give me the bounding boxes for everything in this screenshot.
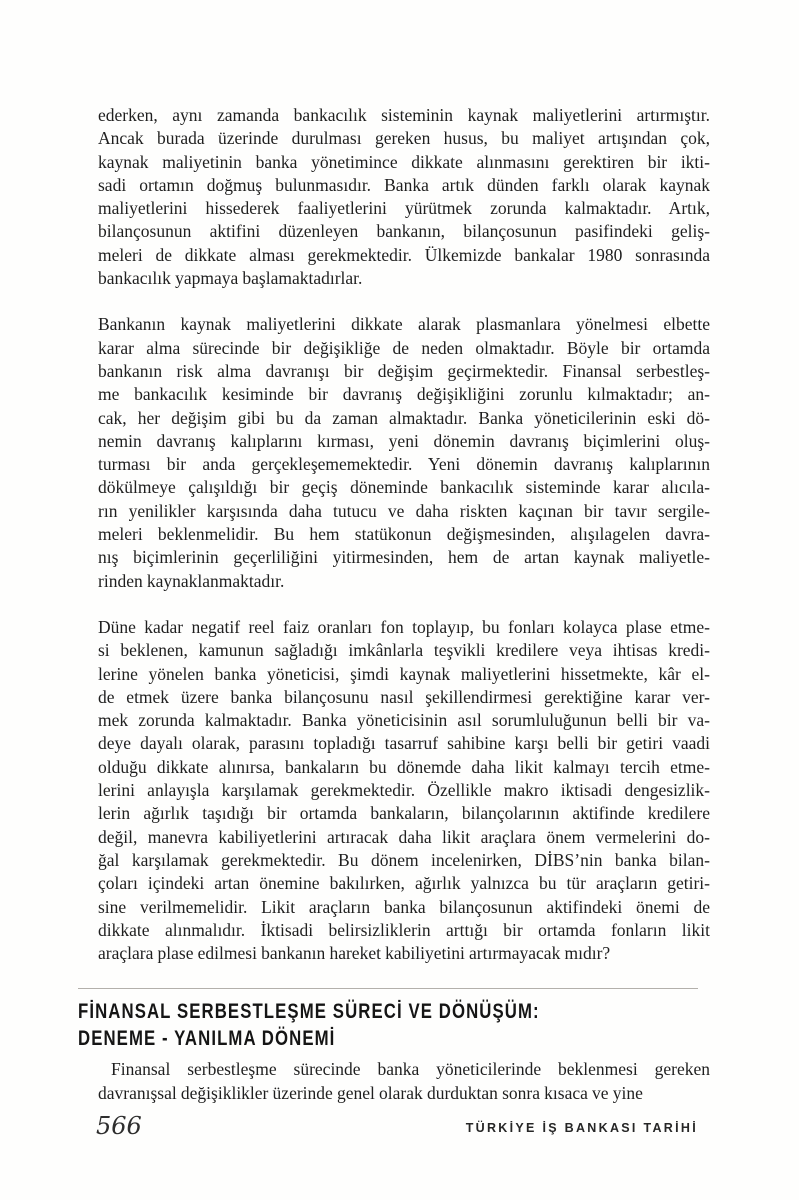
text-line: si beklenen, kamunun sağladığı imkânlarla teşvikli kredilere veya ihtisas kredi-: [98, 640, 710, 661]
text-line: rın yenilikler karşısında daha tutucu ve daha riskten kaçınan bir tavır sergile-: [98, 500, 710, 521]
text-line: mek zorunda kalmaktadır. Banka yöneticisinin asıl sorumluluğunun belli bir va-: [98, 710, 710, 731]
text-line: maliyetlerini hissederek faaliyetlerini yürütmek zorunda kalmaktadır. Artık,: [98, 198, 710, 219]
text-line: deye dayalı olarak, parasını topladığı tasarruf sahibine karşı belli bir getiri vaadi: [98, 733, 710, 754]
paragraph-3: [98, 616, 710, 965]
text-line: bilançosunun aktifini düzenleyen bankanın, bilançosunun pasifindeki geliş-: [98, 221, 710, 242]
text-line: sadi ortamın doğmuş bulunmasıdır. Banka artık dünden farklı olarak kaynak: [98, 174, 710, 195]
text-line: karar alma sürecinde bir değişikliğe de neden olmaktadır. Böyle bir ortamda: [98, 337, 710, 358]
text-line: cak, her değişim gibi bu da zaman almaktadır. Banka yöneticilerinin eski dö-: [98, 407, 710, 428]
text-line: ederken, aynı zamanda bankacılık sisteminin kaynak maliyetlerini artırmıştır.: [98, 105, 710, 125]
section-divider-rule: [78, 988, 698, 989]
text-line: ğal karşılamak gerekmektedir. Bu dönem incelenirken, DİBS’nin banka bilan-: [98, 849, 710, 870]
text-line: araçlara plase edilmesi bankanın hareket kabiliyetini artırmayacak mıdır?: [98, 943, 611, 964]
section-heading-line-2: DENEME - YANILMA DÖNEMİ: [78, 1026, 336, 1051]
text-line: meleri beklenmelidir. Bu hem statükonun değişmesinden, alışılagelen davra-: [98, 524, 710, 545]
text-line: değil, manevra kabiliyetlerini artıracak daha likit araçlara önem vermelerini do-: [98, 826, 710, 847]
text-line: bankanın risk alma davranışı bir değişim geçirmektedir. Finansal serbestleş-: [98, 360, 710, 381]
text-line: Düne kadar negatif reel faiz oranları fon toplayıp, bu fonları kolayca plase etme-: [98, 616, 710, 637]
text-line: dikkate alınmalıdır. İktisadi belirsizliklerin arttığı bir ortamda fonların likit: [98, 919, 710, 940]
section-paragraph: [98, 1058, 710, 1105]
body-text: [78, 104, 710, 1105]
text-line: bankacılık yapmaya başlamaktadırlar.: [98, 268, 363, 289]
text-line: kaynak maliyetinin banka yönetimince dikkate alınmasını gerektiren bir ikti-: [98, 151, 710, 172]
text-line: turması bir anda gerçekleşememektedir. Yeni dönemin davranış kalıplarının: [98, 454, 710, 475]
text-line: me bankacılık kesiminde bir davranış değişikliğini zorunlu kılmaktadır; an-: [98, 384, 710, 405]
section-heading: [78, 998, 710, 1052]
text-line: dökülmeye çalışıldığı bir geçiş döneminde bankacılık sisteminde karar alıcıla-: [98, 477, 710, 498]
text-line: nemin davranış kalıplarını kırması, yeni dönemin davranış biçimlerini oluş-: [98, 430, 710, 451]
text-line: nış biçimlerinin geçerliliğini yitirmesinden, hem de artan kaynak maliyetle-: [98, 547, 710, 568]
text-line: çoları içindeki artan önemine bakılırken, ağırlık yalnızca bu tür araçların getiri-: [98, 873, 710, 894]
text-line: Bankanın kaynak maliyetlerini dikkate alarak plasmanlara yönelmesi elbette: [98, 314, 710, 335]
text-line: sine verilmemelidir. Likit araçların banka bilançosunun aktifindeki önemi de: [98, 896, 710, 917]
text-line: Finansal serbestleşme sürecinde banka yöneticilerinde beklenmesi gereken: [111, 1059, 710, 1080]
paragraph-1: [98, 104, 710, 290]
text-line: lerini anlayışla karşılamak gerekmektedir. Özellikle makro iktisadi dengesizlik-: [98, 780, 710, 801]
text-line: lerin ağırlık taşıdığı bir ortamda bankaların, bilançolarının aktifinde kredilere: [98, 803, 710, 824]
text-line: lerine yönelen banka yöneticisi, şimdi kaynak maliyetlerini hissetmekte, kâr el-: [98, 663, 710, 684]
section-heading-line-1: FİNANSAL SERBESTLEŞME SÜRECİ VE DÖNÜŞÜM:: [78, 999, 540, 1024]
text-line: davranışsal değişiklikler üzerinde genel olarak durduktan sonra kısaca ve yine: [98, 1082, 643, 1103]
text-line: de etmek üzere banka bilançosunu nasıl şekillendirmesi gerektiğine karar ver-: [98, 686, 710, 707]
paragraph-2: [98, 313, 710, 593]
page-number: 566: [96, 1112, 142, 1140]
text-line: olduğu dikkate alınırsa, bankaların bu dönemde daha likit kalmayı tercih etme-: [98, 756, 710, 777]
text-line: Ancak burada üzerinde durulması gereken husus, bu maliyet artışından çok,: [98, 128, 710, 149]
running-title: TÜRKİYE İŞ BANKASI TARİHİ: [465, 1121, 698, 1135]
text-line: meleri de dikkate alması gerekmektedir. Ülkemizde bankalar 1980 sonrasında: [98, 244, 710, 265]
text-line: rinden kaynaklanmaktadır.: [98, 570, 285, 591]
